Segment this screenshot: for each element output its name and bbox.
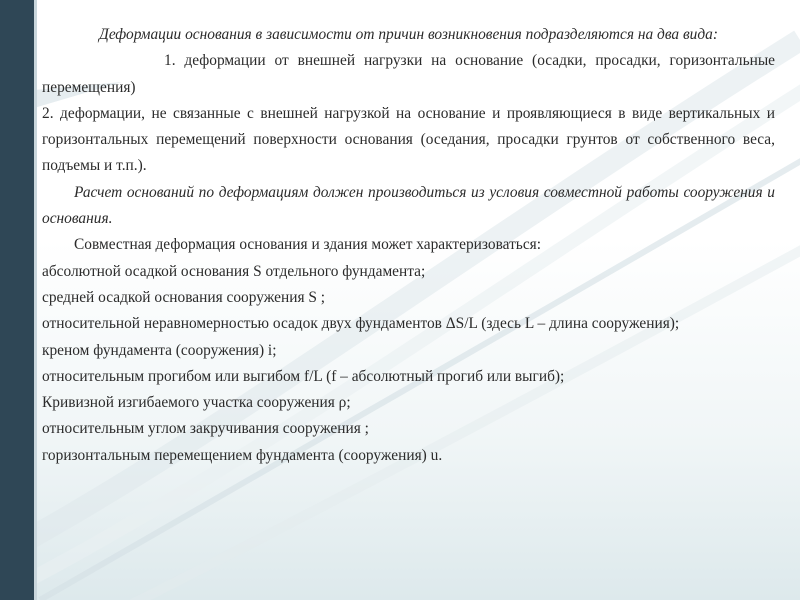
bullet-item (42, 364, 775, 390)
bullet-item (42, 311, 775, 337)
left-sidebar-bar (0, 0, 34, 600)
heading-text: Деформации основания в зависимости от причин возникновения подразделяются на два вида: (99, 26, 718, 43)
bullet-item (42, 285, 775, 311)
bullet-item (42, 416, 775, 442)
item-2-text: 2. деформации, не связанные с внешней нагрузкой на основание и проявляющиеся в виде вертикальных и горизонтальных перемещений поверхности основания (оседания, просадки грунтов от собственного веса, подъемы и т.п.). (42, 104, 775, 175)
bullet-item (42, 443, 775, 469)
bullet-text: относительным прогибом или выгибом f/L (f – абсолютный прогиб или выгиб); (42, 367, 565, 385)
left-sidebar-edge (34, 0, 37, 600)
item-1-text: 1. деформации от внешней нагрузки на основание (осадки, просадки, горизонтальные перемещения) (42, 52, 775, 96)
bullet-item (42, 259, 775, 285)
bullet-text: средней осадкой основания сооружения S ; (42, 288, 326, 306)
calc-note-text: Расчет оснований по деформациям должен производиться из условия совместной работы сооружения и основания. (42, 183, 775, 228)
slide-content (42, 22, 775, 469)
bullet-text: относительным углом закручивания сооружения ; (42, 420, 369, 438)
bullet-text: горизонтальным перемещением фундамента (сооружения) u. (42, 446, 443, 464)
bullet-text: креном фундамента (сооружения) i; (42, 341, 277, 359)
bullet-text: абсолютной осадкой основания S отдельного фундамента; (42, 262, 426, 280)
joint-intro-text: Совместная деформация основания и здания может характеризоваться: (74, 236, 542, 254)
bullet-item (42, 390, 775, 416)
bullet-text: Кривизной изгибаемого участка сооружения ρ; (42, 394, 351, 412)
bullet-text: относительной неравномерностью осадок двух фундаментов ΔS/L (здесь L – длина сооружения); (42, 315, 680, 333)
bullet-item (42, 338, 775, 364)
